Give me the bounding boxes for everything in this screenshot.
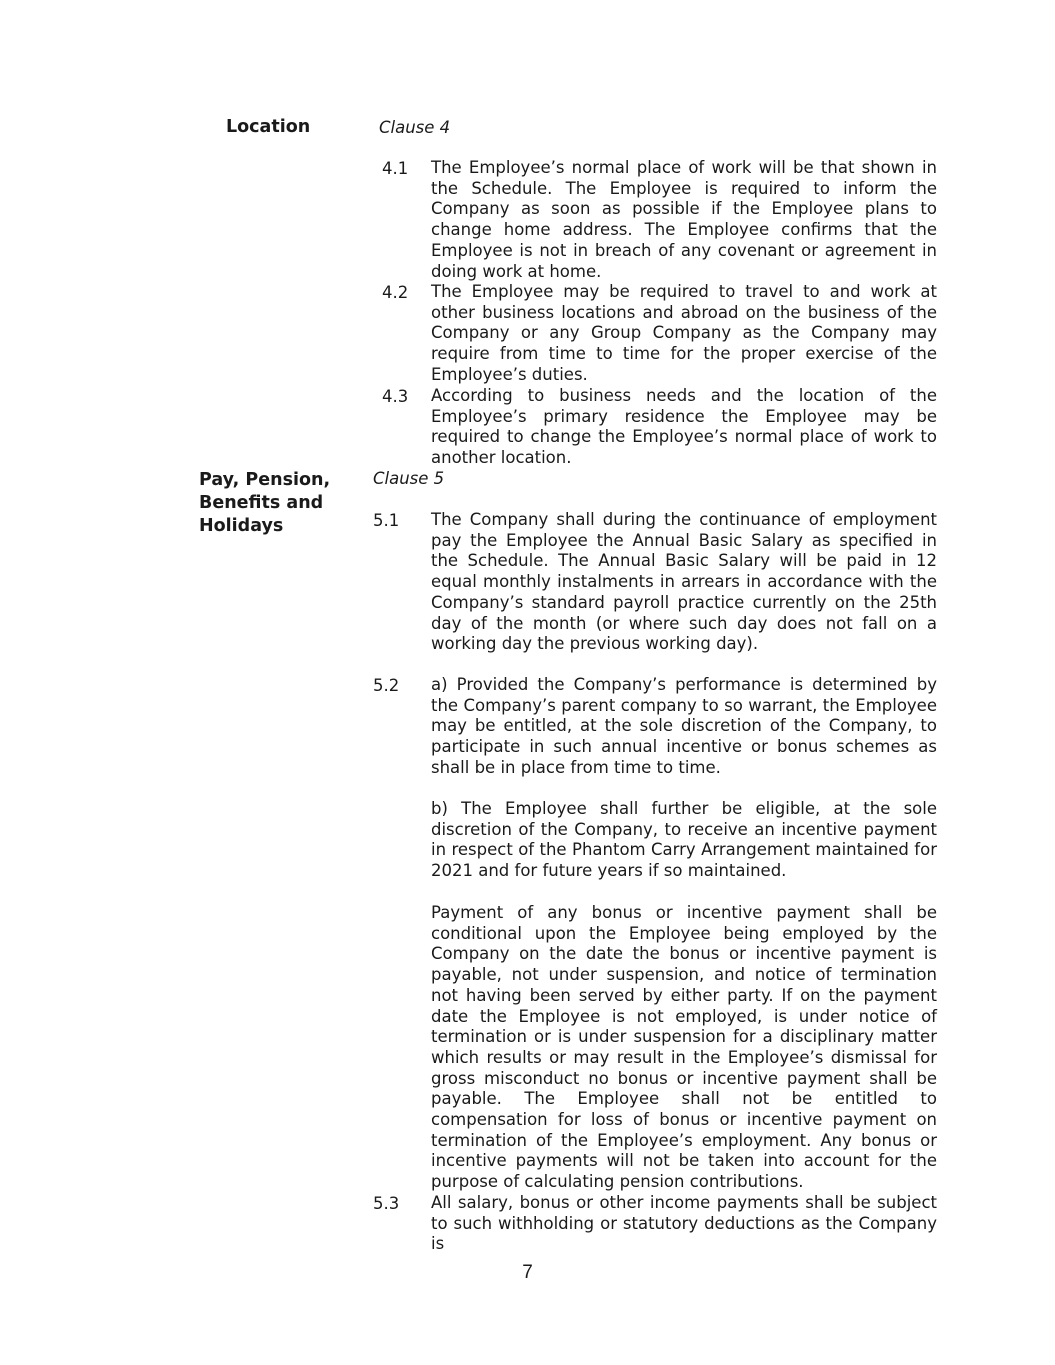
clause-paragraph: b) The Employee shall further be eligible, at the sole discretion of the Company, to receive an incentive payment in respect of the Phantom Carry Arrangement maintained for 2021 and for future years if so maintained. [431,799,937,881]
clause-number: 5.3 [373,1194,400,1213]
clause-paragraph: a) Provided the Company’s performance is determined by the Company’s parent company to so warrant, the Employee may be entitled, at the sole discretion of the Company, to participate in such annual incentive or bonus schemes as shall be in place from time to time. [431,675,937,777]
clause-number: 5.2 [373,676,400,695]
clause-label-4: Clause 4 [379,118,451,137]
clause-paragraph: According to business needs and the location of the Employee’s primary residence the Employee may be required to change the Employee’s normal place of work to another location. [431,386,937,468]
clause-paragraph: The Employee’s normal place of work will be that shown in the Schedule. The Employee is required to inform the Company as soon as possible if the Employee plans to change home address. The Employee confirms that the Employee is not in breach of any covenant or agreement in doing work at home. [431,158,937,281]
clause-number: 5.1 [373,511,400,530]
clause-number: 4.2 [382,283,409,302]
clause-paragraph: Payment of any bonus or incentive payment shall be conditional upon the Employee being employed by the Company on the date the bonus or incentive payment is payable, not under suspension, and notice of termination not having been served by either party. If on the payment date the Employee is not employed, is under notice of termination or is under suspension for a disciplinary matter which results or may result in the Employee’s dismissal for gross misconduct no bonus or incentive payment shall be payable. The Employee shall not be entitled to compensation for loss of bonus or incentive payment on termination of the Employee’s employment. Any bonus or incentive payments will not be taken into account for the purpose of calculating pension contributions. [431,903,937,1192]
clause-label-5: Clause 5 [373,469,445,488]
clause-paragraph: The Employee may be required to travel to and work at other business locations and abroad on the business of the Company or any Group Company as the Company may require from time to time for the proper exercise of the Employee’s duties. [431,282,937,384]
clause-paragraph: All salary, bonus or other income payments shall be subject to such withholding or statutory deductions as the Company is [431,1193,937,1254]
clause-paragraph: The Company shall during the continuance of employment pay the Employee the Annual Basic Salary as specified in the Schedule. The Annual Basic Salary will be paid in 12 equal monthly instalments in arrears in accordance with the Company’s standard payroll practice currently on the 25th day of the month (or where such day does not fall on a working day the previous working day). [431,510,937,654]
clause-number: 4.3 [382,387,409,406]
section-heading-location: Location [226,117,311,137]
clause-number: 4.1 [382,159,409,178]
section-heading-pay: Pay, Pension, Benefits and Holidays [199,470,331,536]
page-number: 7 [522,1262,533,1283]
